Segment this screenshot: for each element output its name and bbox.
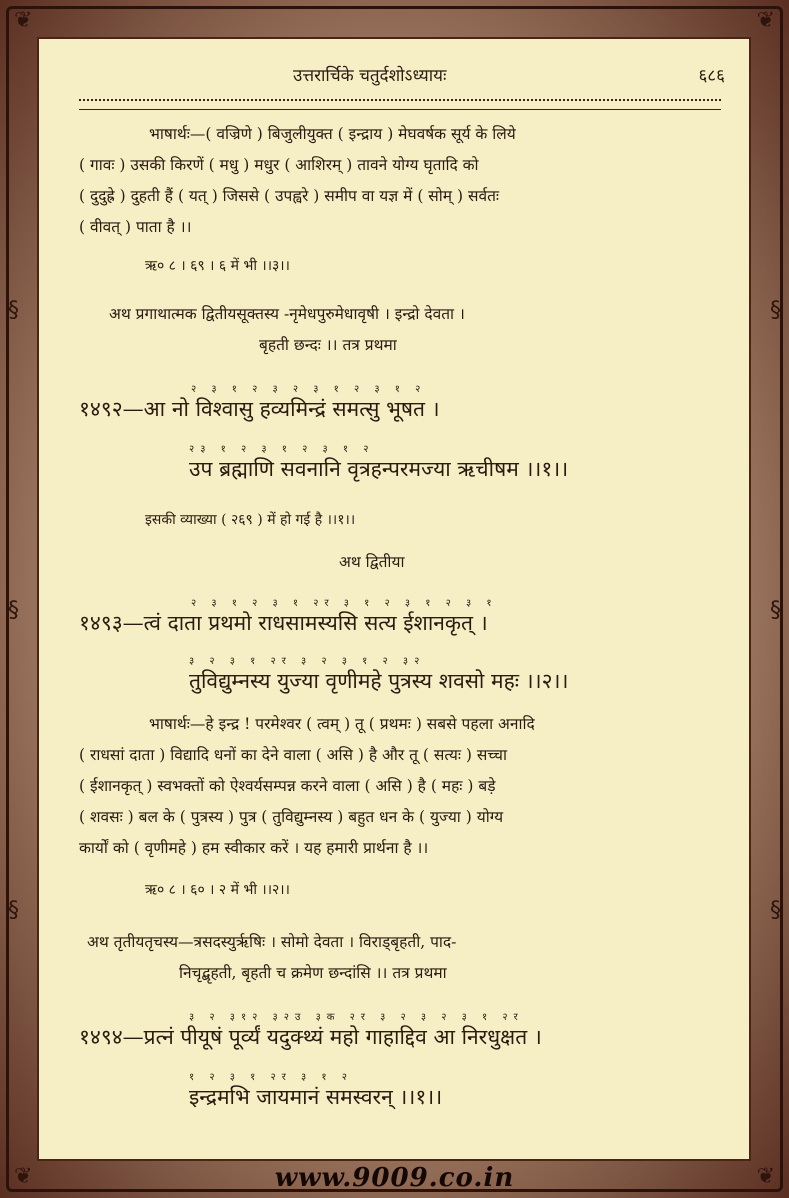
side-ornament-icon: §: [8, 598, 19, 623]
mantra-1492-line1: १४९२—आ नो विश्वासु हव्यमिन्द्रं समत्सु भूषत ।: [79, 397, 440, 421]
side-ornament-icon: §: [770, 298, 781, 323]
mantra-1492-line2: उप ब्रह्माणि सवनानि वृत्रहन्परमज्या ऋचीषम ।।१।।: [189, 457, 569, 481]
text-line: ( गावः ) उसकी किरणें ( मधु ) मधुर ( आशिरम् ) तावने योग्य घृतादि को: [79, 156, 479, 174]
mantra-1494-line1: १४९४—प्रत्नं पीयूषं पूर्व्यं यदुक्थ्यं महो गाहाद्दिव आ निरधुक्षत ।: [79, 1025, 542, 1049]
text-line: बृहती छन्दः ।। तत्र प्रथमा: [259, 336, 397, 354]
accent-marks: २ ३ १ २ ३ १ २र ३ १ २ ३ १ २ ३ १: [191, 598, 498, 609]
hymn-intro-1: [109, 299, 465, 361]
header-divider: [79, 99, 721, 110]
text-line: अथ तृतीयतृचस्य—त्रसदस्युर्ऋषिः । सोमो देवता । विराड्बृहती, पाद-: [87, 933, 457, 951]
text-line: भाषार्थः—( वज्रिणे ) बिजुलीयुक्त ( इन्द्राय ) मेघवर्षक सूर्य के लिये: [149, 125, 516, 143]
explanation-note: इसकी व्याख्या ( २६९ ) में हो गई है ।।१।।: [145, 512, 356, 528]
accent-marks: ३ २ ३ १ २र ३ २ ३ १ २ ३२: [189, 656, 426, 667]
accent-marks: २३ १ २ ३ १ २ ३ १ २: [189, 444, 375, 455]
accent-marks: ३ २ ३१२ ३२उ ३क २र ३ २ ३ २ ३ १ २र: [189, 1012, 524, 1023]
commentary-paragraph-2: [79, 709, 535, 864]
mantra-1494-line2: इन्द्रमभि जायमानं समस्वरन् ।।१।।: [189, 1085, 443, 1109]
side-ornament-icon: §: [8, 898, 19, 923]
corner-ornament-icon: ❦: [756, 1164, 775, 1189]
hymn-intro-3: [87, 927, 456, 989]
mantra-1493-line2: तुविद्युम्नस्य युज्या वृणीमहे पुत्रस्य शवसो महः ।।२।।: [189, 669, 569, 693]
text-line: कार्यों को ( वृणीमहे ) हम स्वीकार करें । यह हमारी प्रार्थना है ।।: [79, 839, 429, 857]
text-line: ( शवसः ) बल के ( पुत्रस्य ) पुत्र ( तुविद्युम्नस्य ) बहुत धन के ( युज्या ) योग्य: [79, 808, 504, 826]
section-heading: अथ द्वितीया: [339, 553, 405, 571]
text-line: निचृद्बृहती, बृहती च क्रमेण छन्दांसि ।। तत्र प्रथमा: [179, 964, 447, 982]
corner-ornament-icon: ❦: [756, 8, 775, 33]
commentary-paragraph-1: [79, 119, 516, 243]
text-line: ( वीवत् ) पाता है ।।: [79, 218, 192, 236]
page-header: [77, 63, 731, 93]
page-number: ६८६: [698, 66, 725, 86]
text-line: भाषार्थः—हे इन्द्र ! परमेश्वर ( त्वम् ) तू ( प्रथमः ) सबसे पहला अनादि: [149, 715, 535, 733]
side-ornament-icon: §: [8, 298, 19, 323]
side-ornament-icon: §: [770, 898, 781, 923]
accent-marks: २ ३ १ २ ३ २ ३ १ २ ३ १ २: [191, 384, 427, 395]
text-line: ( राधसां दाता ) विद्यादि धनों का देने वाला ( असि ) है और तू ( सत्यः ) सच्चा: [79, 746, 508, 764]
reference-2: ऋ० ८ । ६० । २ में भी ।।२।।: [145, 882, 290, 898]
mantra-1493-line1: १४९३—त्वं दाता प्रथमो राधसामस्यसि सत्य ईशानकृत् ।: [79, 611, 488, 635]
corner-ornament-icon: ❦: [14, 8, 33, 33]
corner-ornament-icon: ❦: [14, 1164, 33, 1189]
chapter-title: उत्तरार्चिके चतुर्दशोऽध्यायः: [293, 66, 447, 86]
accent-marks: १ २ ३ १ २र ३ १ २: [189, 1072, 353, 1083]
reference-1: ऋ० ८ । ६९ । ६ में भी ।।३।।: [145, 258, 290, 274]
footer-website-link[interactable]: www.9009.co.in: [274, 1163, 515, 1193]
scripture-page: [37, 37, 751, 1161]
side-ornament-icon: §: [770, 598, 781, 623]
text-line: ( ईशानकृत् ) स्वभक्तों को ऐश्वर्यसम्पन्न करने वाला ( असि ) है ( महः ) बड़े: [79, 777, 496, 795]
text-line: ( दुदुह्रे ) दुहती हैं ( यत् ) जिससे ( उपह्वरे ) समीप वा यज्ञ में ( सोम् ) सर्वतः: [79, 187, 500, 205]
text-line: अथ प्रगाथात्मक द्वितीयसूक्तस्य -नृमेधपुरुमेधावृषी । इन्द्रो देवता ।: [109, 305, 465, 323]
